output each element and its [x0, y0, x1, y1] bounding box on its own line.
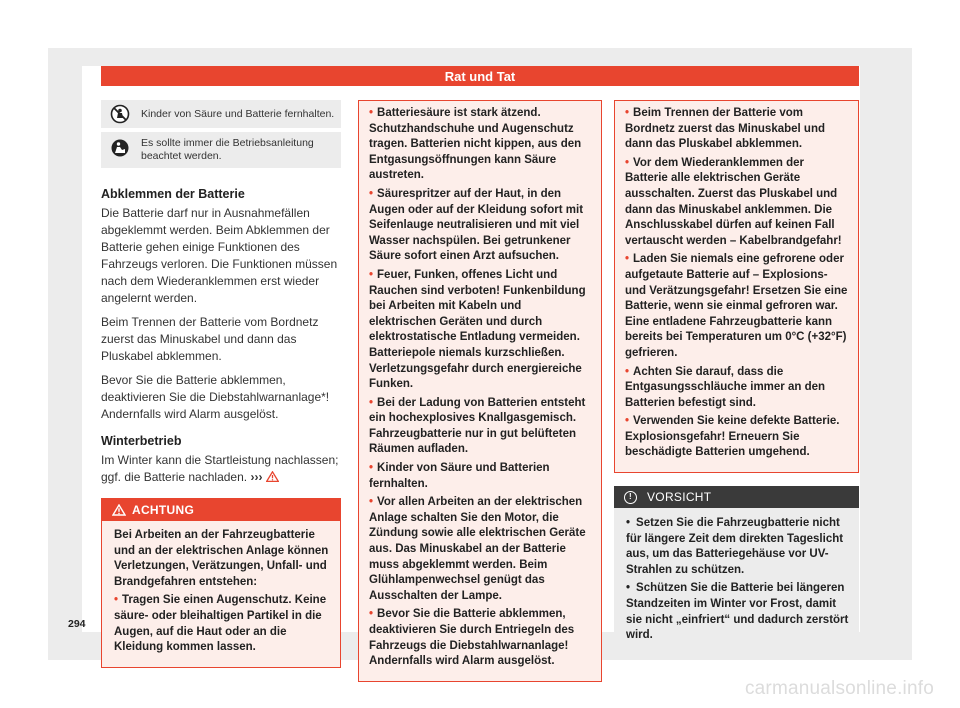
- heading-winterbetrieb: Winterbetrieb: [101, 434, 182, 448]
- column-right: [614, 100, 859, 657]
- paragraph-winter: Im Winter kann die Startleistung nachlassen; ggf. die Batterie nachladen. ›››: [101, 453, 339, 484]
- footer-watermark: carmanualsonline.info: [744, 678, 934, 699]
- warning-bullet: • Feuer, Funken, offenes Licht und Rauchen sind verboten! Funkenbildung bei Arbeiten mit Kabeln und elektrischen Geräten und durch elektrostatische Entladung vermeiden. Batteriepole niemals kurzschließen. Verletzungsgefahr durch energiereiche Funken.: [369, 268, 586, 391]
- column-middle: [358, 100, 602, 682]
- warning-bullet: • Batteriesäure ist stark ätzend. Schutzhandschuhe und Augenschutz tragen. Batterien nicht kippen, aus den Entgasungsöffnungen kann Säure austreten.: [369, 107, 582, 182]
- info-circle-icon: !: [624, 491, 637, 504]
- warning-label: ACHTUNG: [132, 502, 195, 517]
- warning-body: [102, 521, 340, 667]
- info-row-text: Kinder von Säure und Batterie fernhalten.: [141, 107, 335, 120]
- column-left: [101, 100, 341, 668]
- warning-bullet: • Verwenden Sie keine defekte Batterie. Explosionsgefahr! Erneuern Sie beschädigte Batterien umgehend.: [625, 415, 840, 459]
- info-row-manual: [101, 132, 341, 168]
- paragraph: Die Batterie darf nur in Ausnahmefällen abgeklemmt werden. Beim Abklemmen der Batterie gehen einige Funktionen des Fahrzeugs verloren. Die Funktionen müssen nach dem Wiederanklemmen erst wieder angelernt werden.: [101, 206, 338, 305]
- warning-body: [615, 101, 858, 472]
- paragraph: Beim Trennen der Batterie vom Bordnetz zuerst das Minuskabel und dann das Pluskabel abklemmen.: [101, 315, 319, 363]
- caution-box: [614, 486, 859, 657]
- caution-header: [614, 486, 859, 508]
- warning-continuation-box: [358, 100, 602, 682]
- no-children-icon: [109, 103, 131, 125]
- warning-triangle-icon: [112, 504, 126, 516]
- warning-bullet: • Tragen Sie einen Augenschutz. Keine säure- oder bleihaltigen Partikel in die Augen, auf die Haut oder an die Kleidung kommen lassen.: [114, 594, 327, 654]
- warning-header: [102, 499, 340, 521]
- caution-bullet: • Setzen Sie die Fahrzeugbatterie nicht für längere Zeit dem direkten Tageslicht aus, um das Batteriegehäuse vor UV-Strahlen zu schützen.: [626, 517, 844, 576]
- section-header-title: Rat und Tat: [444, 68, 516, 84]
- warning-triangle-icon: [266, 471, 279, 482]
- info-row-text: Es sollte immer die Betriebsanleitung beachtet werden.: [141, 137, 314, 162]
- caution-body: [614, 508, 859, 657]
- warning-bullet: • Vor allen Arbeiten an der elektrischen Anlage schalten Sie den Motor, die Zündung sowie alle elektrischen Geräte aus. Das Minuskabel an der Batterie muss abgeklemmt werden. Beim Glühlampenwechsel genügt das Ausschalten der Lampe.: [369, 496, 586, 602]
- warning-intro: Bei Arbeiten an der Fahrzeugbatterie und an der elektrischen Anlage können Verletzungen, Verätzungen, Unfall- und Brandgefahren entstehen:: [114, 529, 329, 588]
- warning-bullet: • Säurespritzer auf der Haut, in den Augen oder auf der Kleidung sofort mit Seifenlauge neutralisieren und mit viel Wasser nachspülen. Bei getrunkener Säure sofort einen Arzt aufsuchen.: [369, 187, 584, 263]
- heading-abklemmen: Abklemmen der Batterie: [101, 187, 245, 201]
- caution-label: VORSICHT: [647, 489, 712, 504]
- page-number: 294: [68, 618, 86, 630]
- warning-bullet: • Achten Sie darauf, dass die Entgasungsschläuche immer an den Batterien befestigt sind.: [625, 365, 826, 409]
- continue-arrow: ›››: [250, 470, 263, 484]
- warning-body: [359, 101, 601, 681]
- warning-box: [101, 498, 341, 668]
- read-manual-icon: [109, 137, 131, 159]
- caution-bullet: • Schützen Sie die Batterie bei längeren Standzeiten im Winter vor Frost, damit sie nicht „einfriert“ und dadurch zerstört wird.: [626, 582, 849, 642]
- paragraph: Bevor Sie die Batterie abklemmen, deaktivieren Sie die Diebstahlwarnanlage*! Andernfalls wird Alarm ausgelöst.: [101, 373, 330, 421]
- info-row-children: [101, 100, 341, 128]
- warning-bullet: • Beim Trennen der Batterie vom Bordnetz zuerst das Minuskabel und dann das Pluskabel abklemmen.: [625, 107, 825, 151]
- warning-continuation-box: [614, 100, 859, 473]
- warning-bullet: • Vor dem Wiederanklemmen der Batterie alle elektrischen Geräte ausschalten. Zuerst das Pluskabel und dann das Minuskabel anklemmen. Die Anschlusskabel dürfen auf keinen Fall vertauscht werden – Kabelbrandgefahr!: [625, 156, 842, 247]
- section-header: [101, 66, 859, 86]
- warning-bullet: • Bevor Sie die Batterie abklemmen, deaktivieren Sie durch Entriegeln des Fahrzeugs die Diebstahlwarnanlage! Andernfalls wird Alarm ausgelöst.: [369, 608, 575, 668]
- warning-bullet: • Kinder von Säure und Batterien fernhalten.: [369, 462, 550, 490]
- warning-bullet: • Laden Sie niemals eine gefrorene oder aufgetaute Batterie auf – Explosions- und Verätzungsgefahr! Ersetzen Sie eine Batterie, wenn sie einmal gefroren war. Eine entladene Fahrzeugbatterie kann bereits bei Temperaturen um 0°C (+32°F) gefrieren.: [625, 253, 848, 359]
- warning-bullet: • Bei der Ladung von Batterien entsteht ein hochexplosives Knallgasgemisch. Fahrzeugbatterie nur in gut belüfteten Räumen aufladen.: [369, 396, 586, 456]
